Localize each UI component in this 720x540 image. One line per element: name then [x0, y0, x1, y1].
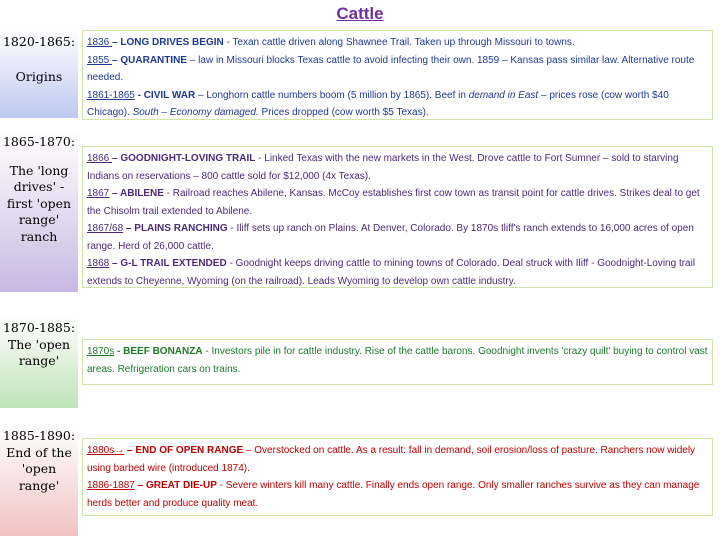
period-title: The 'open range' [7, 336, 71, 368]
period-content-end-open-range [82, 438, 713, 516]
content-text-segment: – PLAINS RANCHING [123, 223, 228, 234]
content-text-segment: - BEEF BONANZA [114, 346, 203, 357]
content-text-segment: - Severe winters kill many cattle. Finally ends open range. Only smaller ranches survive as they can manage herds better and produce quality meat. [87, 480, 700, 509]
content-text-segment: 1866 [87, 153, 113, 164]
content-text-segment: – LONG DRIVES BEGIN [112, 37, 224, 48]
period-label-end-open-range [0, 426, 78, 536]
period-content-open-range [82, 339, 713, 385]
period-dates: 1820-1865: [2, 34, 76, 49]
content-text-segment: - Iliff sets up ranch on Plains. At Denver, Colorado. By 1870s Iliff's ranch extends to 16,000 acres of open range. Herd of 26,000 cattle. [87, 223, 694, 252]
content-text-segment: – GREAT DIE-UP [134, 480, 217, 491]
content-text-segment: 1886-1887 [87, 480, 135, 491]
content-text-segment: 1855 [87, 54, 113, 66]
content-text-segment: - CIVIL WAR [134, 89, 196, 101]
content-text-segment: 1867/68 [87, 223, 124, 234]
content-text-segment: - Railroad reaches Abilene, Kansas. McCoy establishes first cow town as transit point for cattle drives. Strikes deal to get the Chisolm trail extended to Abilene. [87, 188, 700, 217]
content-text-segment: – Longhorn cattle numbers boom (5 million by 1865). Beef in [195, 89, 469, 101]
content-text-segment: – Overstocked on cattle. As a result: fall in demand, soil erosion/loss of pasture. Ranchers now widely using barbed wire (introduced 1874). [87, 445, 696, 474]
content-text-segment: 1861-1865 [87, 89, 135, 101]
content-text-segment: - Texan cattle driven along Shawnee Trail. Taken up through Missouri to towns. [223, 37, 575, 48]
period-content-origins [82, 30, 713, 120]
content-text-segment: – ABILENE [109, 188, 164, 199]
content-text-segment: 1836 [87, 37, 113, 48]
content-text-segment: – prices rose (cow worth $40 Chicago). [87, 89, 669, 118]
period-label-open-range [0, 316, 78, 408]
period-content-long-drives [82, 146, 713, 288]
content-text-segment: - Linked Texas with the new markets in the West. Drove cattle to Fort Sumner – sold to starving Indians on reservations – 800 cattle sold for $12,000 (4x Texas). [87, 153, 679, 182]
period-title: Origins [15, 68, 63, 84]
content-text-segment: 1867 [87, 188, 110, 199]
content-text-segment: 1868 [87, 258, 110, 269]
content-text-segment: 1870s [87, 346, 115, 357]
content-text-segment: South – Economy damaged. [132, 107, 259, 118]
page-title: Cattle [336, 4, 384, 23]
content-text-segment: demand in East [468, 89, 539, 101]
content-text-segment: 1880s→ [87, 445, 125, 456]
period-dates: 1870-1885: [2, 320, 76, 335]
period-title: End of the 'open range' [6, 444, 72, 493]
content-text-segment: - Investors pile in for cattle industry. Rise of the cattle barons. Goodnight invents 'crazy quilt' buying to control vast areas. Refrigeration cars on trains. [87, 346, 708, 375]
content-text-segment: – QUARANTINE [112, 54, 188, 66]
content-text-segment: – GOODNIGHT-LOVING TRAIL [112, 153, 256, 164]
period-label-long-drives [0, 130, 78, 292]
content-text-segment: – law in Missouri blocks Texas cattle to avoid infecting their own. 1859 – Kansas pass similar law. Alternative route needed. [87, 54, 695, 83]
period-label-origins [0, 30, 78, 118]
content-text-segment: Prices dropped (cow worth $5 Texas). [258, 107, 429, 118]
content-text-segment: - Goodnight keeps driving cattle to mining towns of Colorado. Deal struck with Iliff - Goodnight-Loving trail extends to Cheyenne, Wyoming (on the railroad). Leads Wyoming to develop own cattle industry. [87, 258, 696, 287]
content-text-segment: – END OF OPEN RANGE [124, 445, 244, 456]
content-text-segment: – G-L TRAIL EXTENDED [109, 258, 227, 269]
period-title: The 'long drives' - first 'open range' ranch [6, 162, 72, 244]
period-dates: 1885-1890: [2, 428, 76, 443]
period-dates: 1865-1870: [2, 134, 76, 149]
